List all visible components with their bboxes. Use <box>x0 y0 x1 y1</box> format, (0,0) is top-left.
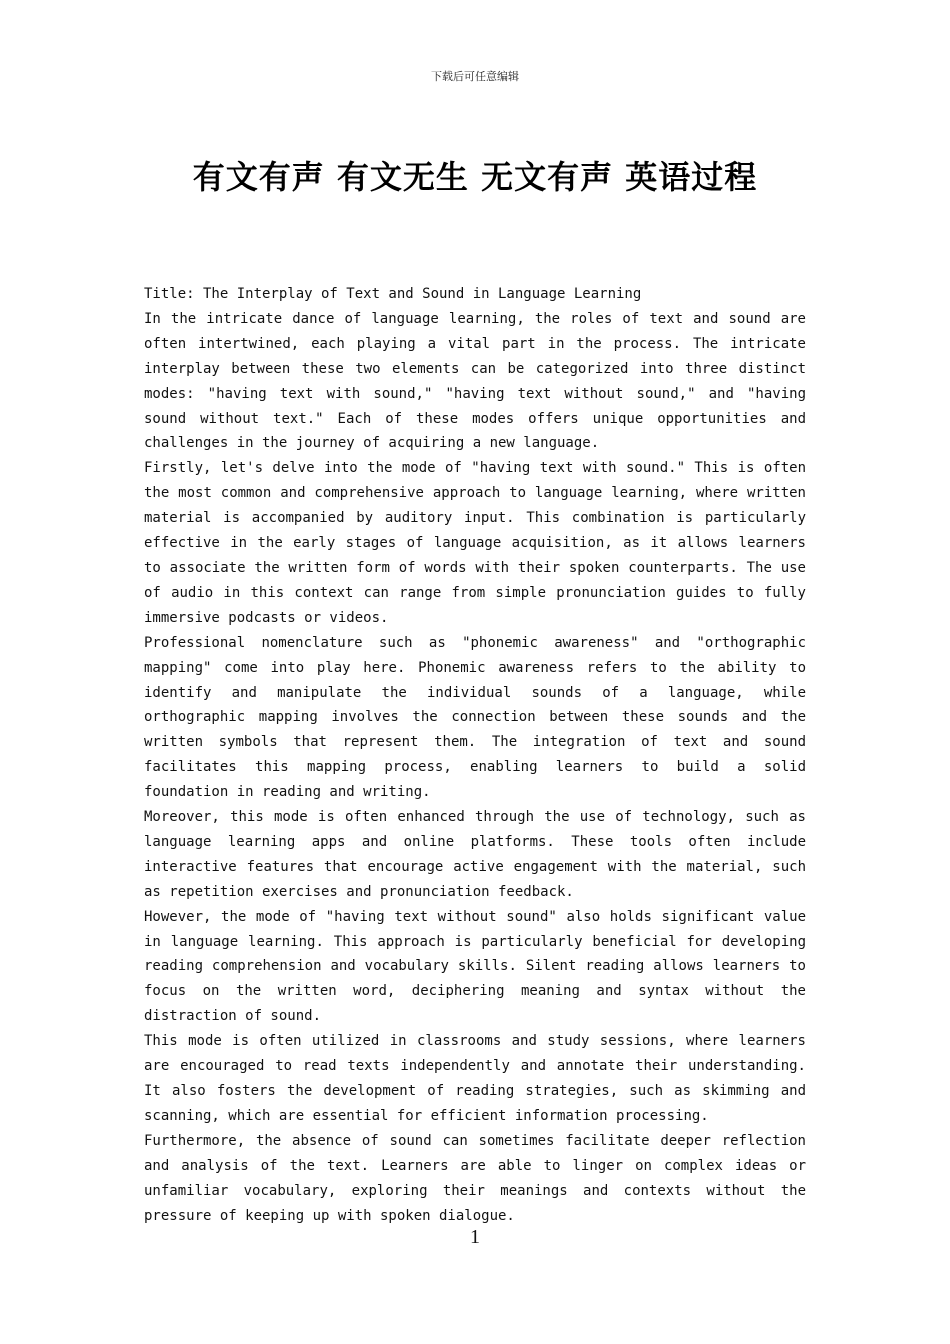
document-body <box>144 282 806 1228</box>
paragraph: Moreover, this mode is often enhanced through the use of technology, such as language learning apps and online platforms. These tools often include interactive features that encourage active engagement with the material, such as repetition exercises and pronunciation feedback. <box>144 809 806 900</box>
paragraph-title-line: Title: The Interplay of Text and Sound in Language Learning <box>144 286 642 302</box>
document-title: 有文有声 有文无生 无文有声 英语过程 <box>192 158 758 196</box>
paragraph: Professional nomenclature such as "phonemic awareness" and "orthographic mapping" come into play here. Phonemic awareness refers to the ability to identify and manipulate the individual sounds of a language, while orthographic mapping involves the connection between these sounds and the written symbols that represent them. The integration of text and sound facilitates this mapping process, enabling learners to build a solid foundation in reading and writing. <box>144 634 806 801</box>
page-number: 1 <box>470 1226 480 1248</box>
header-note: 下载后可任意编辑 <box>431 70 519 83</box>
paragraph: This mode is often utilized in classrooms and study sessions, where learners are encouraged to read texts independently and annotate their understanding. It also fosters the development of reading strategies, such as skimming and scanning, which are essential for efficient information processing. <box>144 1033 806 1124</box>
paragraph: In the intricate dance of language learning, the roles of text and sound are often intertwined, each playing a vital part in the process. The intricate interplay between these two elements can be categorized into three distinct modes: "having text with sound," "having text without sound," and "having sound without text." Each of these modes offers unique opportunities and challenges in the journey of acquiring a new language. <box>144 310 806 452</box>
paragraph: However, the mode of "having text without sound" also holds significant value in language learning. This approach is particularly beneficial for developing reading comprehension and vocabulary skills. Silent reading allows learners to focus on the written word, deciphering meaning and syntax without the distraction of sound. <box>144 908 806 1025</box>
paragraph: Furthermore, the absence of sound can sometimes facilitate deeper reflection and analysis of the text. Learners are able to linger on complex ideas or unfamiliar vocabulary, exploring their meanings and contexts without the pressure of keeping up with spoken dialogue. <box>144 1132 806 1224</box>
paragraph: Firstly, let's delve into the mode of "having text with sound." This is often the most common and comprehensive approach to language learning, where written material is accompanied by auditory input. This combination is particularly effective in the early stages of language acquisition, as it allows learners to associate the written form of words with their spoken counterparts. The use of audio in this context can range from simple pronunciation guides to fully immersive podcasts or videos. <box>144 460 806 626</box>
